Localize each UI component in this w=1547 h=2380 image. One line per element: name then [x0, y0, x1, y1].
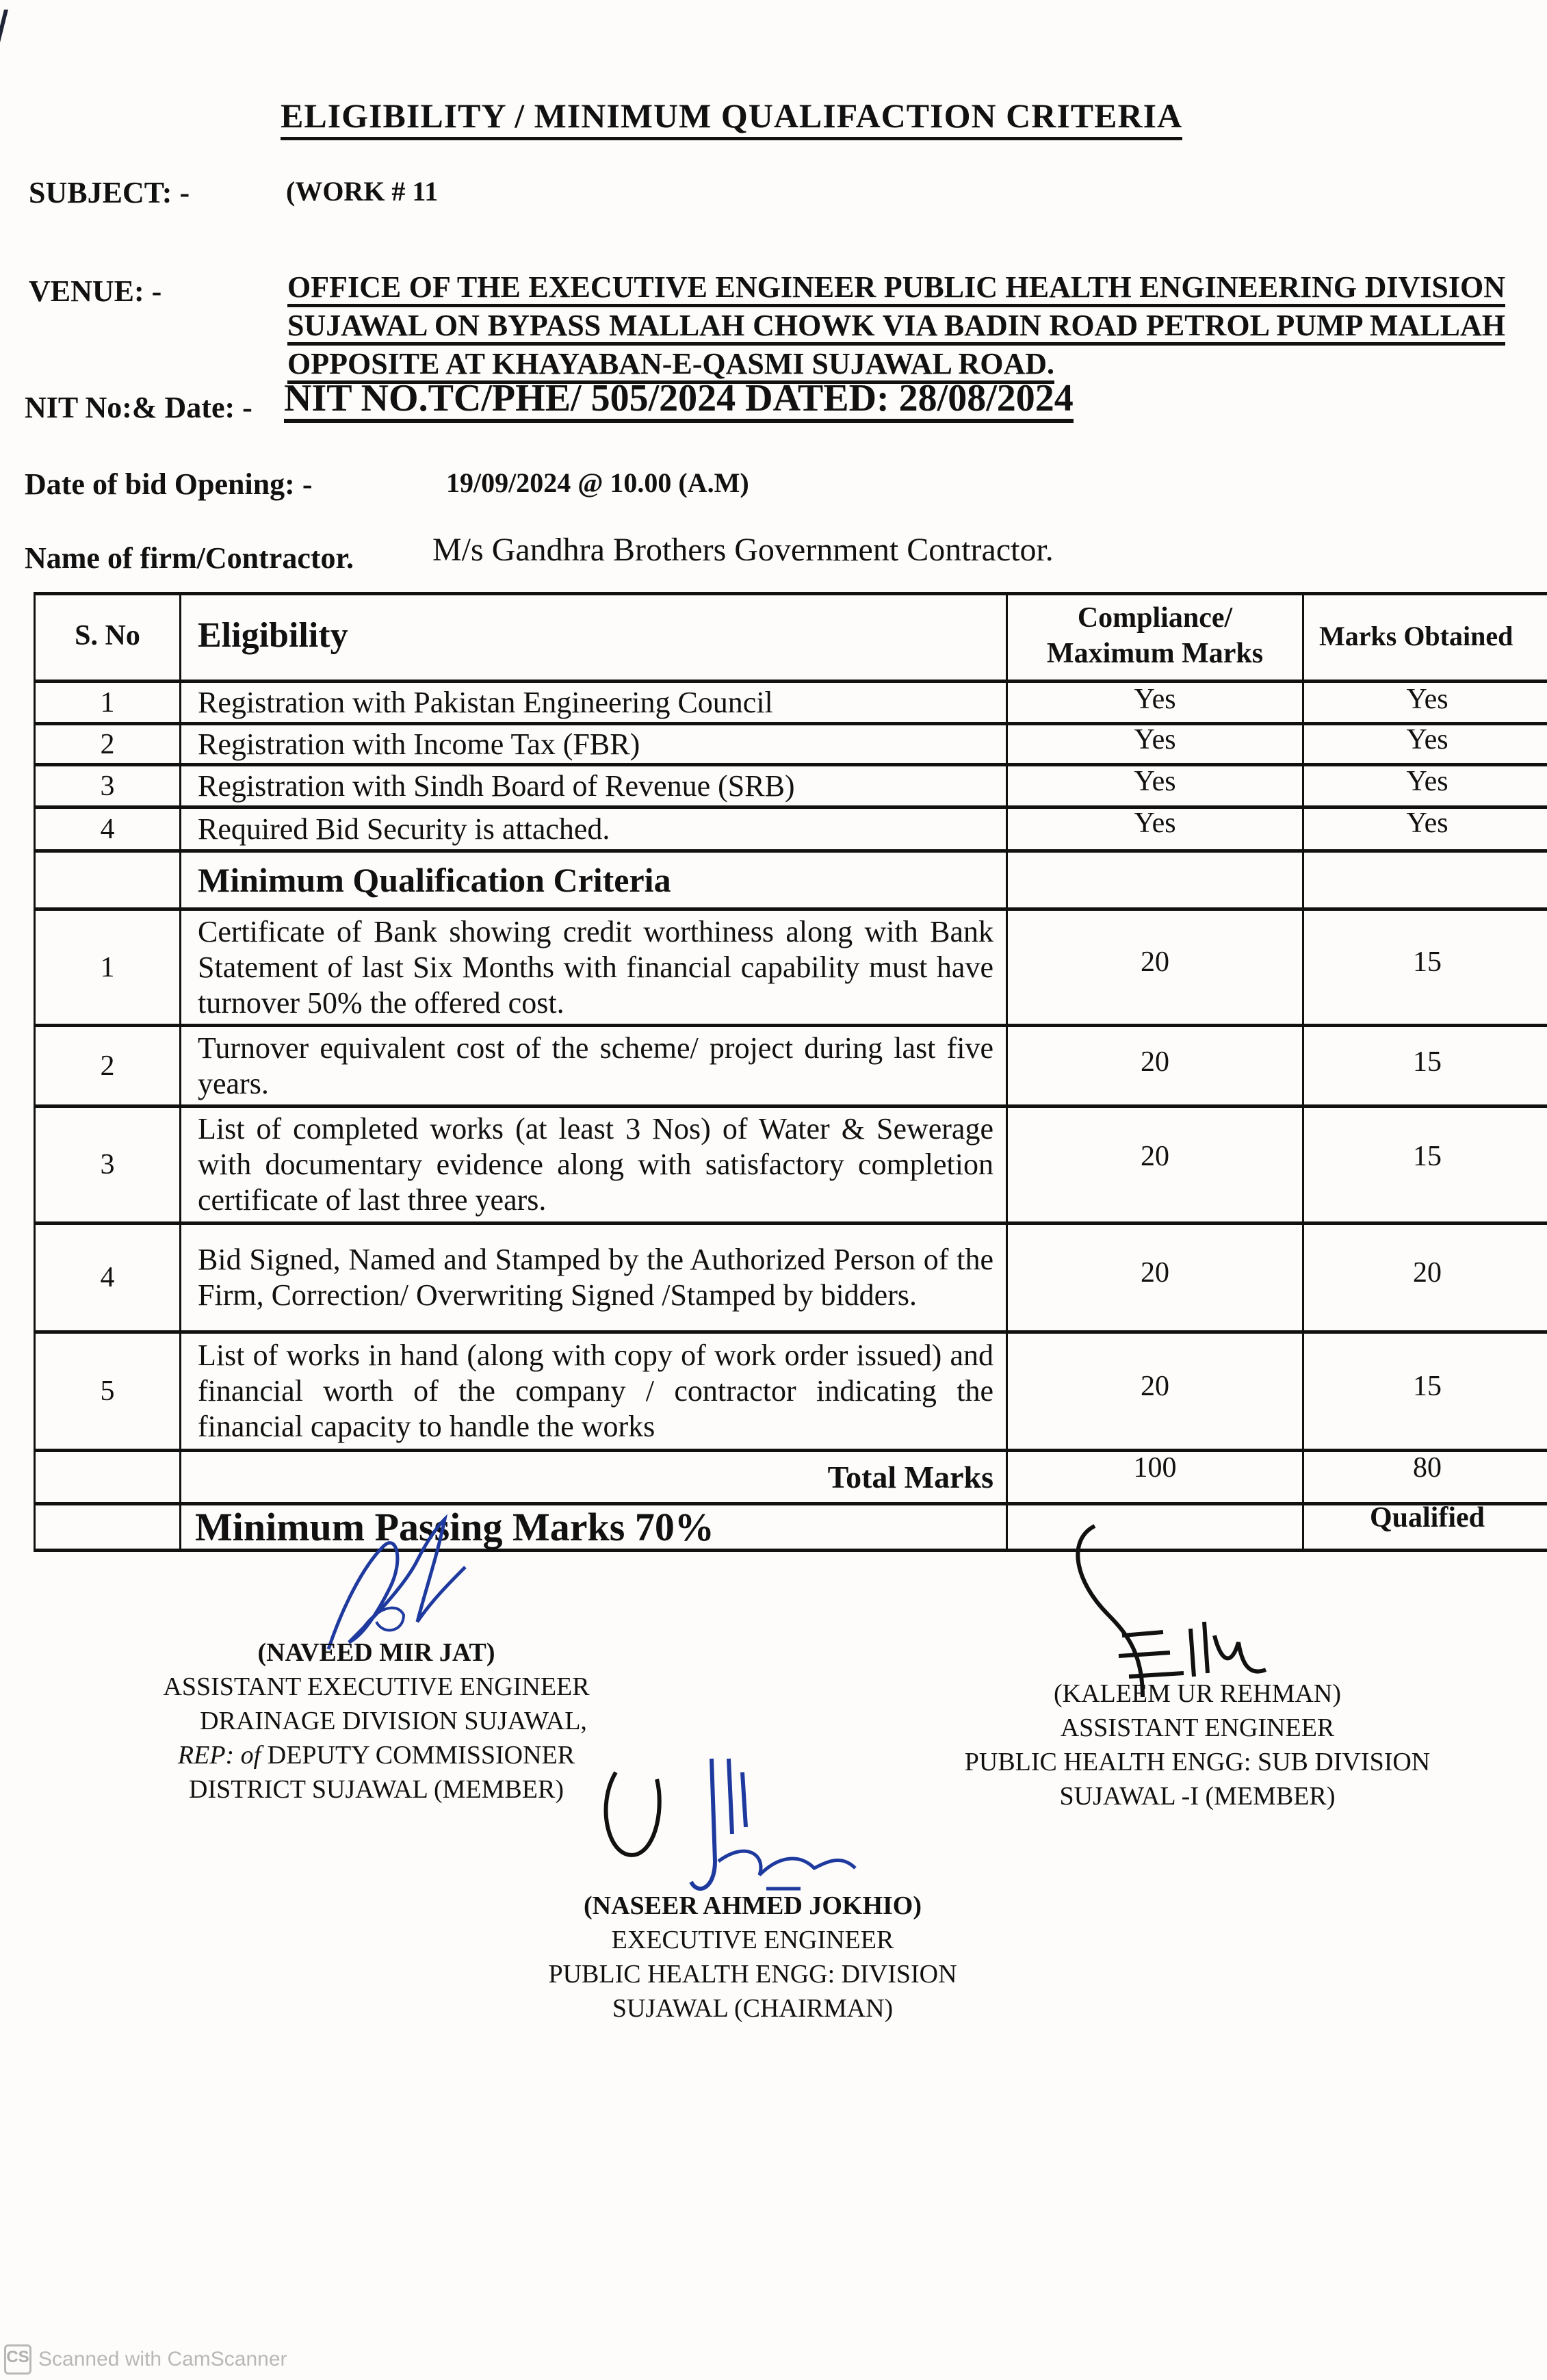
signatory-line: EXECUTIVE ENGINEER — [611, 1926, 894, 1954]
header-eligibility: Eligibility — [198, 616, 348, 655]
row-sno: 4 — [100, 813, 115, 845]
criteria-max: 20 — [1141, 1371, 1169, 1402]
signatory-naveed — [151, 1635, 602, 1807]
criteria-text — [181, 1334, 1006, 1449]
total-obtained: 80 — [1413, 1452, 1442, 1484]
camscanner-text: Scanned with CamScanner — [38, 2348, 287, 2370]
criteria-text — [181, 1225, 1006, 1330]
header-max-marks — [1008, 592, 1302, 680]
criteria-sno: 4 — [100, 1262, 115, 1293]
bid-opening-label: Date of bid Opening: - — [25, 467, 313, 501]
row-sno: 1 — [100, 686, 115, 719]
criteria-text-content: Turnover equivalent cost of the scheme/ project during last five years. — [198, 1031, 993, 1100]
signatory-name: (NASEER AHMED JOKHIO) — [583, 1891, 922, 1920]
subject-value: (WORK # 11 — [286, 176, 439, 207]
table-border-bottom — [34, 1549, 1547, 1552]
criteria-table — [34, 592, 1547, 1552]
criteria-max: 20 — [1141, 1046, 1169, 1078]
header-marks-obtained: Marks Obtained — [1319, 620, 1513, 651]
criteria-obtained: 15 — [1413, 1141, 1442, 1172]
criteria-obtained: 15 — [1413, 1371, 1442, 1402]
row-obtained: Yes — [1406, 765, 1448, 797]
criteria-text-content: List of works in hand (along with copy of work order issued) and financial worth of the company / contractor indicating the financial capacity to handle the works — [198, 1338, 993, 1443]
criteria-sno: 2 — [100, 1050, 115, 1082]
subject-label: SUBJECT: - — [29, 176, 190, 209]
header-sno: S. No — [75, 620, 140, 651]
venue-text: OFFICE OF THE EXECUTIVE ENGINEER PUBLIC HEALTH ENGINEERING DIVISION SUJAWAL ON BYPASS MALLAH CHOWK VIA BADIN ROAD PETROL PUMP MALLAH OPPOSITE AT KHAYABAN-E-QASMI SUJAWAL ROAD. — [287, 270, 1505, 384]
signatory-line: PUBLIC HEALTH ENGG: DIVISION — [548, 1960, 957, 1989]
document-title: ELIGIBILITY / MINIMUM QUALIFACTION CRITERIA — [281, 96, 1182, 140]
nit-value: NIT NO.TC/PHE/ 505/2024 DATED: 28/08/2024 — [284, 378, 1074, 423]
signatory-line: SUJAWAL -I (MEMBER) — [1059, 1782, 1336, 1811]
criteria-text — [181, 911, 1006, 1024]
row-obtained: Yes — [1406, 683, 1448, 715]
signatory-naseer — [506, 1889, 999, 2026]
signatory-line: SUJAWAL (CHAIRMAN) — [612, 1994, 894, 2023]
criteria-max: 20 — [1141, 1257, 1169, 1289]
row-max: Yes — [1134, 723, 1176, 755]
signatory-line: DRAINAGE DIVISION SUJAWAL, — [200, 1707, 587, 1735]
row-eligibility-text: Registration with Sindh Board of Revenue (SRB) — [198, 768, 795, 803]
qualification-result: Qualified — [1369, 1502, 1485, 1534]
scan-edge-mark — [0, 10, 8, 112]
criteria-max: 20 — [1141, 946, 1169, 978]
minimum-passing-label: Minimum Passing Marks 70% — [195, 1504, 714, 1549]
signatory-line: ASSISTANT ENGINEER — [1060, 1713, 1335, 1742]
signatory-line: DISTRICT SUJAWAL (MEMBER) — [189, 1775, 564, 1804]
firm-value: M/s Gandhra Brothers Government Contractor. — [432, 532, 1054, 568]
camscanner-watermark — [4, 2344, 287, 2375]
criteria-obtained: 20 — [1413, 1257, 1442, 1289]
criteria-obtained: 15 — [1413, 1046, 1442, 1078]
signature-naseer — [595, 1752, 883, 1909]
venue-label: VENUE: - — [29, 274, 162, 308]
nit-label: NIT No:& Date: - — [25, 391, 252, 424]
row-obtained: Yes — [1406, 807, 1448, 839]
rep-prefix: REP: of — [177, 1741, 261, 1770]
signatory-line: ASSISTANT EXECUTIVE ENGINEER — [163, 1672, 590, 1701]
criteria-text — [181, 1108, 1006, 1221]
criteria-text-content: List of completed works (at least 3 Nos) of Water & Sewerage with documentary evidence along with satisfactory completion certificate of last three years. — [198, 1112, 993, 1217]
total-max: 100 — [1133, 1452, 1177, 1484]
criteria-text-content: Bid Signed, Named and Stamped by the Authorized Person of the Firm, Correction/ Overwriting Signed /Stamped by bidders. — [198, 1243, 993, 1312]
bid-opening-value: 19/09/2024 @ 10.00 (A.M) — [446, 467, 749, 498]
signatory-name: (KALEEM UR REHMAN) — [1053, 1679, 1342, 1708]
row-eligibility-text: Registration with Pakistan Engineering Council — [198, 685, 773, 719]
criteria-text — [181, 1027, 1006, 1104]
section-heading-mqc: Minimum Qualification Criteria — [198, 861, 671, 899]
row-obtained: Yes — [1406, 723, 1448, 755]
venue-value — [287, 268, 1505, 383]
camscanner-logo-icon: CS — [4, 2344, 31, 2375]
header-max-line2: Maximum Marks — [1046, 638, 1264, 669]
signatory-line: DEPUTY COMMISSIONER — [267, 1741, 575, 1770]
criteria-sno: 5 — [100, 1375, 115, 1407]
signatory-line: PUBLIC HEALTH ENGG: SUB DIVISION — [964, 1748, 1431, 1776]
signatory-name: (NAVEED MIR JAT) — [257, 1638, 495, 1667]
criteria-text-content: Certificate of Bank showing credit worthiness along with Bank Statement of last Six Months with financial capability must have turnover 50% the offered cost. — [198, 914, 993, 1020]
row-max: Yes — [1134, 765, 1176, 797]
firm-label: Name of firm/Contractor. — [25, 541, 354, 575]
criteria-obtained: 15 — [1413, 946, 1442, 978]
row-eligibility-text: Required Bid Security is attached. — [198, 812, 610, 846]
row-max: Yes — [1134, 683, 1176, 715]
signatory-kaleem — [917, 1677, 1478, 1813]
criteria-sno: 3 — [100, 1149, 115, 1180]
row-sno: 2 — [100, 728, 115, 760]
row-eligibility-text: Registration with Income Tax (FBR) — [198, 727, 640, 761]
criteria-max: 20 — [1141, 1141, 1169, 1172]
signatory-rep-line — [151, 1738, 602, 1772]
row-sno: 3 — [100, 770, 115, 802]
criteria-sno: 1 — [100, 951, 115, 983]
header-max-line1: Compliance/ — [1077, 602, 1233, 634]
total-marks-label: Total Marks — [827, 1459, 993, 1495]
row-max: Yes — [1134, 807, 1176, 839]
